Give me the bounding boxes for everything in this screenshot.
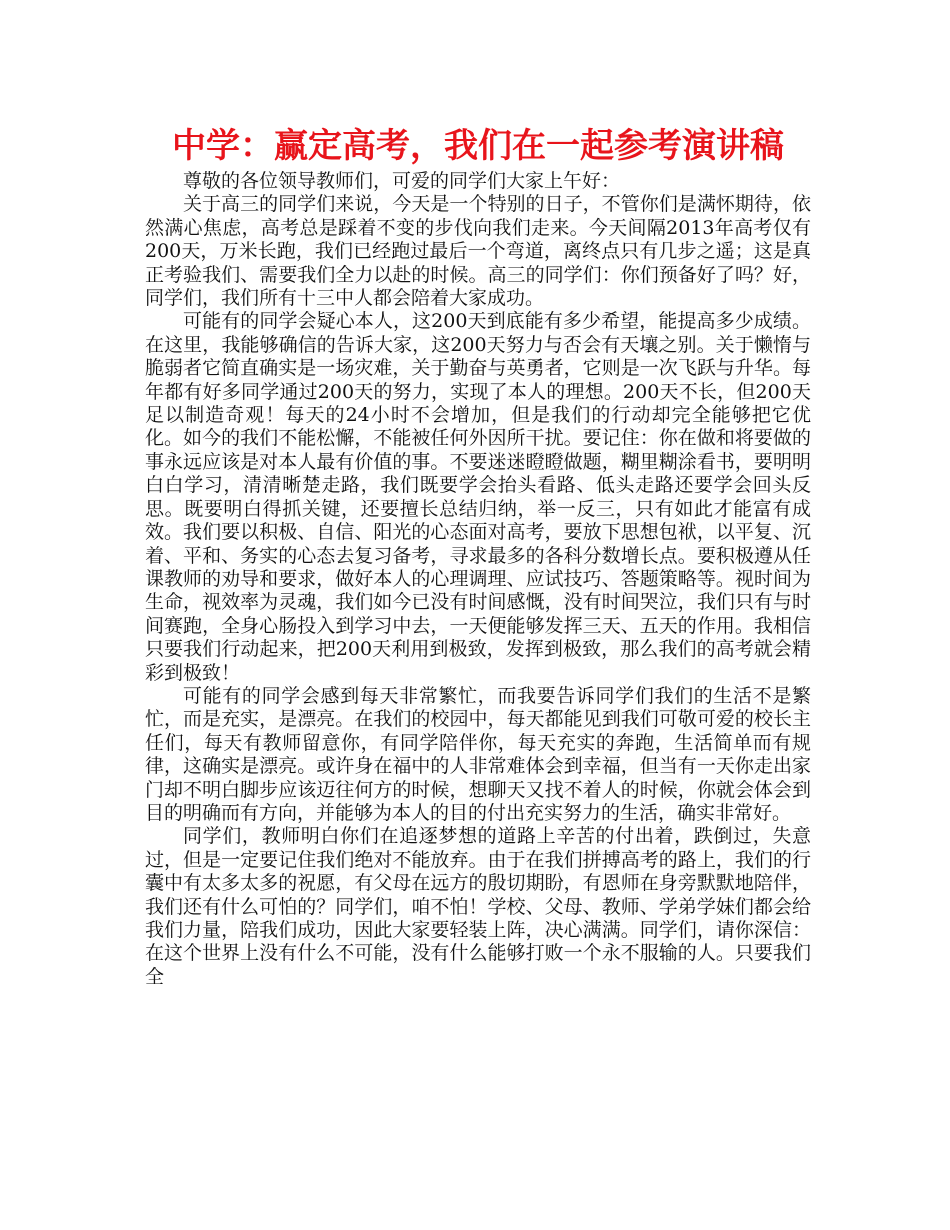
document-body: [145, 170, 811, 989]
body-paragraph: 同学们，教师明白你们在追逐梦想的道路上辛苦的付出着，跌倒过，失意过，但是一定要记住我们绝对不能放弃。由于在我们拼搏高考的路上，我们的行囊中有太多太多的祝愿，有父母在远方的殷切期盼，有恩师在身旁默默地陪伴，我们还有什么可怕的？同学们，咱不怕！学校、父母、教师、学弟学妹们都会给我们力量，陪我们成功，因此大家要轻装上阵，决心满满。同学们，请你深信：在这个世界上没有什么不可能，没有什么能够打败一个永不服输的人。只要我们全: [145, 825, 811, 988]
greeting-paragraph: 尊敬的各位领导教师们，可爱的同学们大家上午好：: [183, 170, 621, 192]
body-paragraph: 关于高三的同学们来说，今天是一个特别的日子，不管你们是满怀期待，依然满心焦虑，高考总是踩着不变的步伐向我们走来。今天间隔2013年高考仅有200天，万米长跑，我们已经跑过最后一个弯道，离终点只有几步之遥；这是真正考验我们、需要我们全力以赴的时候。高三的同学们：你们预备好了吗？好，同学们，我们所有十三中人都会陪着大家成功。: [145, 193, 811, 310]
body-paragraph: 可能有的同学会感到每天非常繁忙，而我要告诉同学们我们的生活不是繁忙，而是充实，是漂亮。在我们的校园中，每天都能见到我们可敬可爱的校长主任们，每天有教师留意你，有同学陪伴你，每天充实的奔跑，生活简单而有规律，这确实是漂亮。或许身在福中的人非常难体会到幸福，但当有一天你走出家门却不明白脚步应该迈往何方的时候，想聊天又找不着人的时候，你就会体会到目的明确而有方向，并能够为本人的目的付出充实努力的生活，确实非常好。: [145, 684, 811, 824]
document-page: [145, 122, 811, 989]
body-paragraph: 可能有的同学会疑心本人，这200天到底能有多少希望，能提高多少成绩。在这里，我能够确信的告诉大家，这200天努力与否会有天壤之别。关于懒惰与脆弱者它简直确实是一场灾难，关于勤奋与英勇者，它则是一次飞跃与升华。每年都有好多同学通过200天的努力，实现了本人的理想。200天不长，但200天足以制造奇观！每天的24小时不会增加，但是我们的行动却完全能够把它优化。如今的我们不能松懈，不能被任何外因所干扰。要记住：你在做和将要做的事永远应该是对本人最有价值的事。不要迷迷瞪瞪做题，糊里糊涂看书，要明明白白学习，清清晰楚走路，我们既要学会抬头看路、低头走路还要学会回头反思。既要明白得抓关键，还要擅长总结归纳，举一反三，只有如此才能富有成效。我们要以积极、自信、阳光的心态面对高考，要放下思想包袱，以平复、沉着、平和、务实的心态去复习备考，寻求最多的各科分数增长点。要积极遵从任课教师的劝导和要求，做好本人的心理调理、应试技巧、答题策略等。视时间为生命，视效率为灵魂，我们如今已没有时间感慨，没有时间哭泣，我们只有与时间赛跑，全身心肠投入到学习中去，一天便能够发挥三天、五天的作用。我相信只要我们行动起来，把200天利用到极致，发挥到极致，那么我们的高考就会精彩到极致！: [145, 310, 811, 684]
document-title: 中学：赢定高考，我们在一起参考演讲稿: [172, 126, 784, 166]
